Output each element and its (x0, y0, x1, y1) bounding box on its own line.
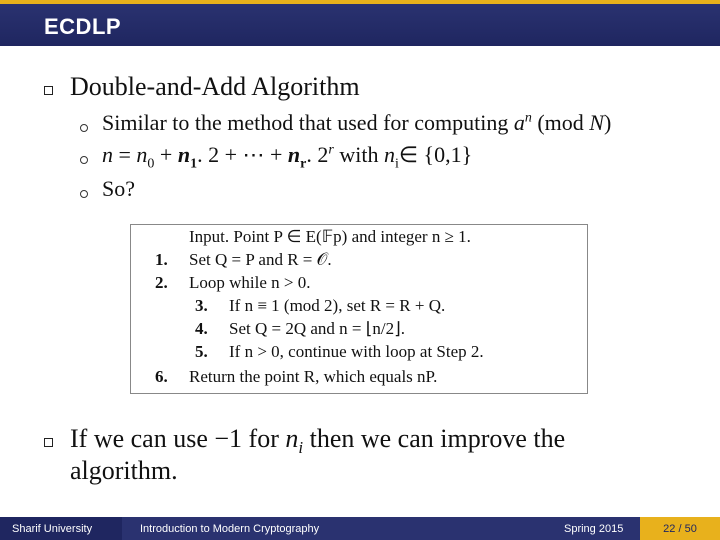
algorithm-box (130, 224, 588, 394)
bottom-bullet-line-1 (70, 424, 565, 458)
step-text: Set Q = P and R = 𝒪. (189, 250, 332, 269)
step-text: Loop while n > 0. (189, 273, 311, 292)
bullet-circle-icon (80, 124, 88, 132)
step-text: Set Q = 2Q and n = ⌊n/2⌋. (229, 319, 405, 338)
math-ni: n (285, 424, 299, 453)
footer-university: Sharif University (0, 517, 122, 540)
math-n1: n (177, 142, 191, 167)
footer-course: Introduction to Modern Cryptography (122, 517, 540, 540)
footer-page-number: 22 / 50 (640, 517, 720, 540)
math-sub-r: r (300, 156, 307, 172)
math-close: ) (603, 110, 612, 135)
bullet-square-icon (44, 86, 53, 95)
step-number: 3. (195, 296, 208, 315)
slide-title: ECDLP (44, 14, 122, 39)
math-dot2: . 2 (306, 142, 329, 167)
sub-bullet-3: So? (102, 176, 135, 201)
math-N: N (589, 110, 604, 135)
bullet-circle-icon (80, 156, 88, 164)
step-number: 4. (195, 319, 208, 338)
sub-bullet-1-text: Similar to the method that used for computing (102, 110, 514, 135)
step-number: 1. (155, 250, 168, 269)
bottom-text-b: then we can improve the (303, 424, 566, 453)
step-text: If n ≡ 1 (mod 2), set R = R + Q. (229, 296, 446, 315)
bullet-circle-icon (80, 190, 88, 198)
math-rest: . 2 + ⋯ + (197, 142, 288, 167)
math-sub-1: 1 (190, 156, 198, 172)
step-number: 2. (155, 273, 168, 292)
math-plus: + (154, 142, 178, 167)
math-nr: n (287, 142, 301, 167)
math-sub-i: i (394, 156, 399, 172)
math-n: n (102, 142, 113, 167)
footer-bar (0, 517, 720, 540)
math-sub-0: 0 (147, 156, 155, 172)
algorithm-input: Input. Point P ∈ E(𝔽p) and integer n ≥ 1. (189, 227, 471, 246)
math-exp-n: n (524, 110, 532, 126)
title-bar (0, 0, 720, 46)
step-text: Return the point R, which equals nP. (189, 367, 438, 386)
bottom-text-a: If we can use −1 for (70, 424, 286, 453)
main-heading: Double-and-Add Algorithm (70, 72, 360, 101)
math-sub-i: i (298, 438, 304, 458)
step-number: 5. (195, 342, 208, 361)
math-a: a (513, 110, 525, 135)
bottom-bullet-line-2: algorithm. (70, 456, 178, 485)
step-number: 6. (155, 367, 168, 386)
bullet-square-icon (44, 438, 53, 447)
math-ni: n (383, 142, 395, 167)
sub-bullet-1 (102, 110, 611, 136)
step-text: If n > 0, continue with loop at Step 2. (229, 342, 484, 361)
math-mod: (mod (531, 110, 590, 135)
math-eq: = (113, 142, 137, 167)
math-exp-r: r (328, 142, 334, 158)
sub-bullet-2 (102, 142, 472, 172)
footer-term: Spring 2015 (540, 517, 640, 540)
math-with: with (333, 142, 384, 167)
math-set: ∈ {0,1} (398, 142, 473, 167)
math-n0: n (136, 142, 148, 167)
